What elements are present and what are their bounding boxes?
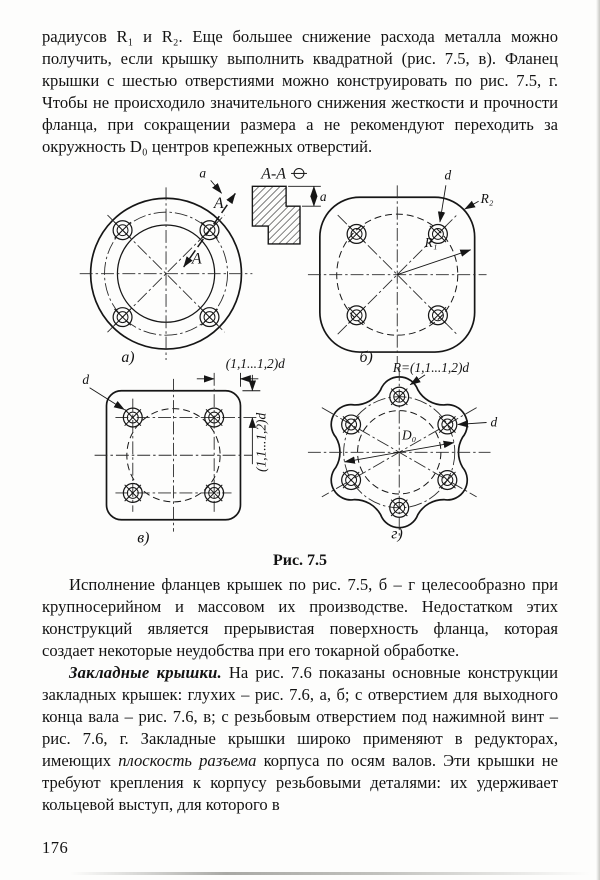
leader-d bbox=[440, 185, 446, 222]
dim-label-r1: R₁ bbox=[424, 234, 438, 250]
figure-caption: Рис. 7.5 bbox=[272, 552, 328, 569]
dim-label-a: a bbox=[199, 165, 207, 181]
view-direction-symbol bbox=[291, 168, 307, 178]
subfigure-label-b: б) bbox=[359, 348, 373, 366]
section-title: А-А bbox=[261, 165, 286, 183]
leader-r2 bbox=[465, 201, 479, 209]
run-in-heading: Закладные крышки. bbox=[69, 663, 222, 682]
dim-label-right: (1,1...1,2)d bbox=[253, 412, 269, 472]
scan-edge-artifact bbox=[70, 872, 590, 875]
subfigure-label-v: в) bbox=[137, 529, 150, 547]
dim-label-r: R=(1,1...1,2)d bbox=[392, 359, 470, 375]
paragraph-3-text-a: На рис. 7.6 показаны основные конструкции закладных крышек: глухих – рис. 7.6, а, б; с отверстием для выходного конца вала – рис. 7.6, в; с резьбовым отверстием под нажимной винт – рис. 7.6, г. Закладные крышки широко применяют в редукторах, имеющих bbox=[42, 663, 558, 770]
section-view-a-a bbox=[252, 165, 326, 243]
drawing-a-round-flange bbox=[80, 165, 253, 366]
paragraph-1: радиусов R₁ и R₂. Еще большее снижение расхода металла можно получить, если крышку выполнить квадратной (рис. 7.5, в). Фланец крышки с шестью отверстиями можно конструировать по рис. 7.5, г. Чтобы не происходило значительного снижения жесткости и прочности фланца, при сокращении размера а не рекомендуют переходить за окружность D₀ центров крепежных отверстий. bbox=[42, 27, 558, 156]
section-profile bbox=[252, 186, 300, 244]
figure-7-5 bbox=[42, 164, 558, 570]
figure-drawings bbox=[42, 164, 558, 552]
drawing-b-rounded-square-flange bbox=[308, 167, 494, 366]
dim-label-d: d bbox=[490, 414, 498, 430]
drawing-v-square-flange bbox=[82, 356, 285, 547]
leader-d bbox=[458, 423, 487, 425]
drawing-g-six-hole-flange bbox=[308, 360, 498, 543]
page-number: 176 bbox=[42, 838, 69, 857]
paragraph-3-emphasis: плоскость разъема bbox=[118, 751, 257, 770]
dim-label-d: d bbox=[82, 371, 90, 387]
dim-label-r2: R₂ bbox=[480, 191, 494, 207]
dim-label-d: d bbox=[444, 167, 452, 183]
paragraph-2: Исполнение фланцев крышек по рис. 7.5, б – г целесообразно при крупносерийном и массовом их производстве. Недостатком этих конструкций является прерывистая поверхность фланца, которая создает некоторые неудобства при его токарной обработке. bbox=[42, 575, 558, 660]
subfigure-label-a: а) bbox=[121, 348, 135, 366]
dim-label-top: (1,1...1,2)d bbox=[225, 355, 285, 371]
radius-line-r1 bbox=[397, 250, 470, 275]
cut-letter-top: А bbox=[213, 195, 224, 213]
leader-dim-a bbox=[211, 180, 222, 193]
dim-label-a-section: a bbox=[319, 189, 327, 205]
paragraph-3 bbox=[42, 662, 558, 816]
subfigure-label-g: г) bbox=[391, 525, 403, 543]
dim-label-d0: D₀ bbox=[401, 427, 417, 443]
paragraph-3-text-b: корпуса по осям валов. Эти крышки не требуют крепления к корпусу резьбовыми деталями: их удерживает кольцевой выступ, для которого в bbox=[42, 751, 558, 814]
leader-r bbox=[410, 375, 425, 385]
cut-letter-bottom: А bbox=[191, 250, 202, 268]
